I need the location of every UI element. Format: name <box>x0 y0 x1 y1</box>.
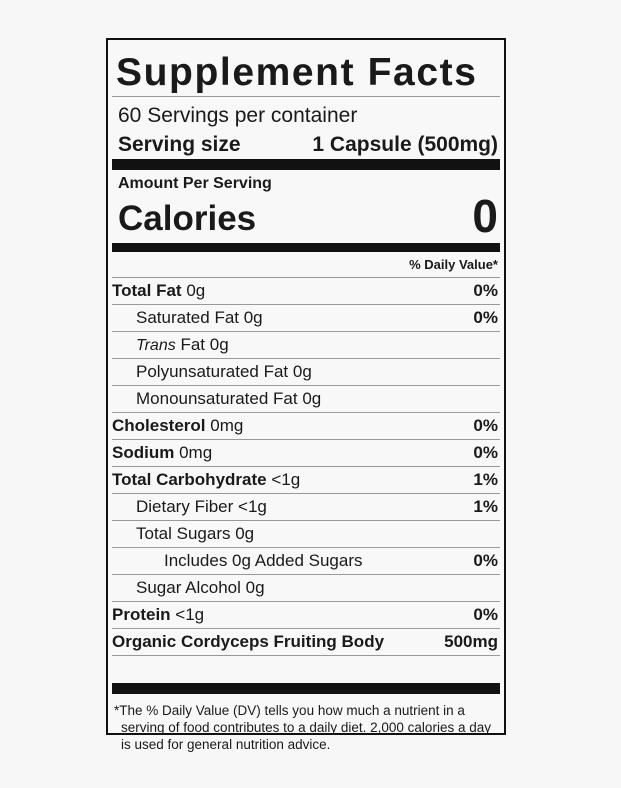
thick-divider <box>112 159 500 170</box>
nutrient-row-dietary-fiber <box>112 494 500 521</box>
nutrient-name-italic: Trans <box>136 337 176 354</box>
nutrient-amount: 0mg <box>210 416 244 435</box>
nutrient-amount: 0mg <box>179 443 213 462</box>
thick-divider <box>112 683 500 694</box>
nutrient-row-protein <box>112 602 500 629</box>
nutrient-dv: 1% <box>473 470 498 489</box>
nutrient-amount: <1g <box>271 470 301 489</box>
nutrient-name: Fat 0g <box>180 335 229 354</box>
nutrient-name: Total Sugars 0g <box>136 524 255 543</box>
nutrient-name: Sodium <box>112 443 175 462</box>
nutrient-name: Total Carbohydrate <box>112 470 267 489</box>
calories-row <box>112 190 500 242</box>
nutrient-dv: 0% <box>473 281 498 300</box>
nutrient-row-sugar-alcohol <box>112 575 500 602</box>
nutrient-row-monounsaturated-fat <box>112 386 500 413</box>
servings-per-container: 60 Servings per container <box>118 104 358 127</box>
nutrient-row-added-sugars <box>112 548 500 575</box>
nutrient-dv: 0% <box>473 551 498 570</box>
divider <box>112 96 500 97</box>
panel-title: Supplement Facts <box>116 51 478 94</box>
nutrient-dv: 1% <box>473 497 498 516</box>
nutrient-name: Saturated Fat 0g <box>136 308 263 327</box>
nutrient-row-total-carbohydrate <box>112 467 500 494</box>
calories-value: 0 <box>472 190 498 242</box>
serving-size-label: Serving size <box>118 133 241 156</box>
daily-value-header: % Daily Value* <box>409 257 498 272</box>
nutrient-row-sodium <box>112 440 500 467</box>
nutrient-name: Monounsaturated Fat 0g <box>136 389 322 408</box>
nutrient-name: Total Fat <box>112 281 182 300</box>
nutrient-amount: 0g <box>186 281 206 300</box>
serving-size-value: 1 Capsule (500mg) <box>312 133 498 156</box>
nutrient-row-cordyceps <box>112 629 500 655</box>
amount-per-serving: Amount Per Serving <box>118 175 272 192</box>
supplement-facts-panel <box>106 38 506 752</box>
nutrient-name: Polyunsaturated Fat 0g <box>136 362 312 381</box>
thick-divider <box>112 243 500 252</box>
calories-label: Calories <box>118 199 257 238</box>
nutrient-name: Organic Cordyceps Fruiting Body <box>112 632 385 651</box>
nutrient-dv: 0% <box>473 605 498 624</box>
nutrient-dv: 0% <box>473 308 498 327</box>
nutrient-row-trans-fat <box>112 332 500 359</box>
nutrient-row-cholesterol <box>112 413 500 440</box>
nutrient-name: Protein <box>112 605 171 624</box>
nutrient-name: Dietary Fiber <1g <box>136 497 267 516</box>
nutrient-amount: 500mg <box>444 632 498 651</box>
nutrient-row-total-sugars <box>112 521 500 548</box>
nutrient-name: Cholesterol <box>112 416 206 435</box>
nutrient-name: Sugar Alcohol 0g <box>136 578 265 597</box>
footnote <box>112 702 500 753</box>
footnote-text: *The % Daily Value (DV) tells you how much a nutrient in a serving of food contributes to a daily diet. 2,000 calories a day is used for general nutrition advice. <box>114 703 491 752</box>
nutrient-row-saturated-fat <box>112 305 500 332</box>
nutrient-row-total-fat <box>112 278 500 305</box>
nutrient-dv: 0% <box>473 443 498 462</box>
nutrient-name: Includes 0g Added Sugars <box>164 551 363 570</box>
nutrient-dv: 0% <box>473 416 498 435</box>
nutrient-amount: <1g <box>175 605 205 624</box>
serving-size-row <box>112 131 500 159</box>
nutrient-row-polyunsaturated-fat <box>112 359 500 386</box>
